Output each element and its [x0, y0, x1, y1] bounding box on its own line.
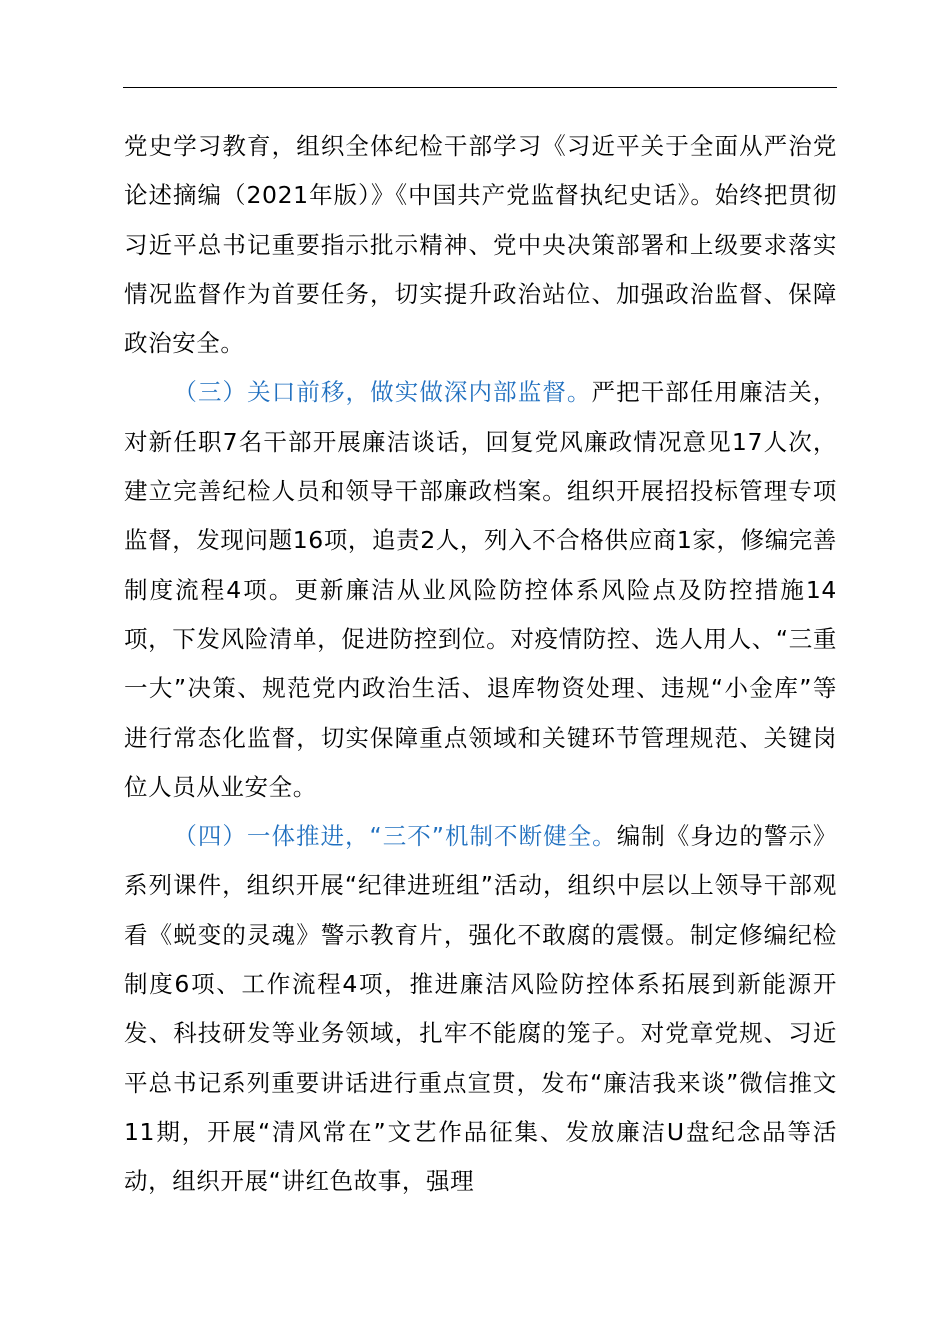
paragraph-section-4 [124, 812, 837, 1206]
paragraph-section-3 [124, 368, 837, 812]
paragraph-text: 党史学习教育，组织全体纪检干部学习《习近平关于全面从严治党论述摘编（2021年版）》《中国共产党监督执纪史话》。始终把贯彻习近平总书记重要指示批示精神、党中央决策部署和上级要求落实情况监督作为首要任务，切实提升政治站位、加强政治监督、保障政治安全。 [124, 132, 837, 358]
section-heading: （三）关口前移，做实做深内部监督。 [173, 378, 592, 407]
paragraph-text: 编制《身边的警示》系列课件，组织开展“纪律进班组”活动，组织中层以上领导干部观看《蜕变的灵魂》警示教育片，强化不敢腐的震慑。制定修编纪检制度6项、工作流程4项，推进廉洁风险防控体系拓展到新能源开发、科技研发等业务领域，扎牢不能腐的笼子。对党章党规、习近平总书记系列重要讲话进行重点宣贯，发布“廉洁我来谈”微信推文11期，开展“清风常在”文艺作品征集、发放廉洁U盘纪念品等活动，组织开展“讲红色故事，强理 [124, 822, 837, 1196]
paragraph-continuation [124, 122, 837, 368]
header-rule [123, 87, 837, 88]
document-body [124, 122, 837, 1207]
section-heading: （四）一体推进，“三不”机制不断健全。 [173, 822, 617, 851]
paragraph-text: 严把干部任用廉洁关，对新任职7名干部开展廉洁谈话，回复党风廉政情况意见17人次，建立完善纪检人员和领导干部廉政档案。组织开展招投标管理专项监督，发现问题16项，追责2人，列入不合格供应商1家，修编完善制度流程4项。更新廉洁从业风险防控体系风险点及防控措施14项，下发风险清单，促进防控到位。对疫情防控、选人用人、“三重一大”决策、规范党内政治生活、退库物资处理、违规“小金库”等进行常态化监督，切实保障重点领域和关键环节管理规范、关键岗位人员从业安全。 [124, 378, 837, 801]
